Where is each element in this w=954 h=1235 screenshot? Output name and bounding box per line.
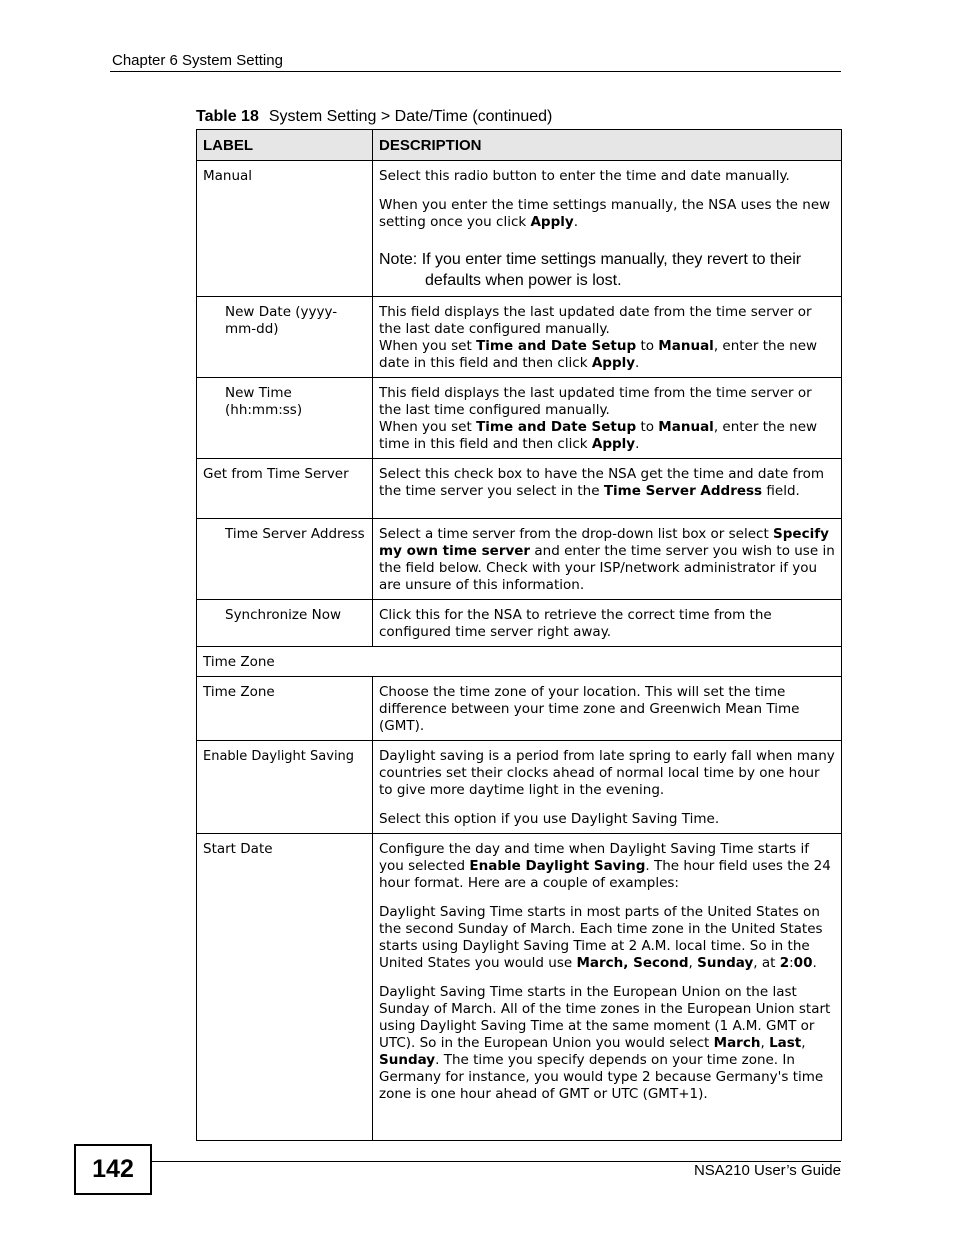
table-row-new-time: [197, 378, 842, 459]
label-column-header: LABEL: [197, 130, 373, 161]
table-row-time-server-address: [197, 519, 842, 600]
guide-title: NSA210 User’s Guide: [693, 1162, 841, 1179]
table-row-new-date: [197, 297, 842, 378]
page-number: 142: [74, 1144, 152, 1195]
description-paragraph: Daylight Saving Time starts in most parts of the United States on the second Sunday of March. Each time zone in the United States starts using Daylight Saving Time at 2 A.M. local time. So in the United States you would use March, Second, Sunday, at 2:00.: [379, 904, 823, 971]
row-label: Enable Daylight Saving: [197, 741, 373, 834]
table-row-manual: [197, 161, 842, 297]
row-description: Choose the time zone of your location. This will set the time difference between your time zone and Greenwich Mean Time (GMT).: [373, 677, 842, 741]
description-paragraph: When you set Time and Date Setup to Manual, enter the new date in this field and then click Apply.: [379, 338, 818, 371]
row-label: Get from Time Server: [197, 459, 373, 519]
row-label: Manual: [197, 161, 373, 297]
description-paragraph: Select this option if you use Daylight Saving Time.: [379, 811, 720, 827]
date-time-table: [196, 129, 842, 1141]
table-header-row: [197, 130, 842, 161]
row-description: [373, 161, 842, 297]
table-row-synchronize-now: [197, 600, 842, 647]
table-section-time-zone: [197, 647, 842, 677]
chapter-header: Chapter 6 System Setting: [112, 52, 283, 69]
header-rule: [110, 71, 841, 72]
description-paragraph: This field displays the last updated time from the time server or the last time configured manually.: [379, 385, 812, 418]
row-description: [373, 834, 842, 1141]
row-description: Select this check box to have the NSA get the time and date from the time server you select in the Time Server Address field.: [373, 459, 842, 519]
row-description: Click this for the NSA to retrieve the correct time from the configured time server right away.: [373, 600, 842, 647]
row-description: [373, 378, 842, 459]
table-row-enable-daylight-saving: [197, 741, 842, 834]
section-label: Time Zone: [197, 647, 842, 677]
row-label: Time Server Address: [197, 519, 373, 600]
row-description: [373, 741, 842, 834]
row-description: [373, 297, 842, 378]
row-label: New Date (yyyy-mm-dd): [197, 297, 373, 378]
description-paragraph: Daylight Saving Time starts in the European Union on the last Sunday of March. All of the time zones in the European Union start using Daylight Saving Time at the same moment (1 A.M. GMT or UTC). So in the European Union you would select March, Last, Sunday. The time you specify depends on your time zone. In Germany for instance, you would type 2 because Germany's time zone is one hour ahead of GMT or UTC (GMT+1).: [379, 984, 831, 1102]
description-paragraph: Daylight saving is a period from late spring to early fall when many countries set their clocks ahead of normal local time by one hour to give more daytime light in the evening.: [379, 748, 835, 798]
table-row-get-from-time-server: [197, 459, 842, 519]
description-paragraph: When you enter the time settings manually, the NSA uses the new setting once you click Apply.: [379, 197, 831, 230]
table-title: System Setting > Date/Time (continued): [268, 108, 553, 125]
table-row-time-zone: [197, 677, 842, 741]
description-column-header: DESCRIPTION: [373, 130, 842, 161]
row-label: New Time (hh:mm:ss): [197, 378, 373, 459]
table-caption: [196, 108, 552, 126]
row-label: Time Zone: [197, 677, 373, 741]
row-label: Start Date: [197, 834, 373, 1141]
table-row-start-date: [197, 834, 842, 1141]
description-paragraph: When you set Time and Date Setup to Manual, enter the new time in this field and then click Apply.: [379, 419, 818, 452]
table-number: Table 18: [196, 108, 259, 125]
description-paragraph: This field displays the last updated date from the time server or the last date configured manually.: [379, 304, 812, 337]
note-text: Note: If you enter time settings manually, they revert to their defaults when power is lost.: [379, 251, 802, 289]
description-paragraph: Configure the day and time when Daylight Saving Time starts if you selected Enable Daylight Saving. The hour field uses the 24 hour format. Here are a couple of examples:: [379, 841, 831, 891]
description-paragraph: Select this radio button to enter the time and date manually.: [379, 168, 790, 184]
row-description: Select a time server from the drop-down list box or select Specify my own time server and enter the time server you wish to use in the field below. Check with your ISP/network administrator if you are unsure of this information.: [373, 519, 842, 600]
row-label: Synchronize Now: [197, 600, 373, 647]
